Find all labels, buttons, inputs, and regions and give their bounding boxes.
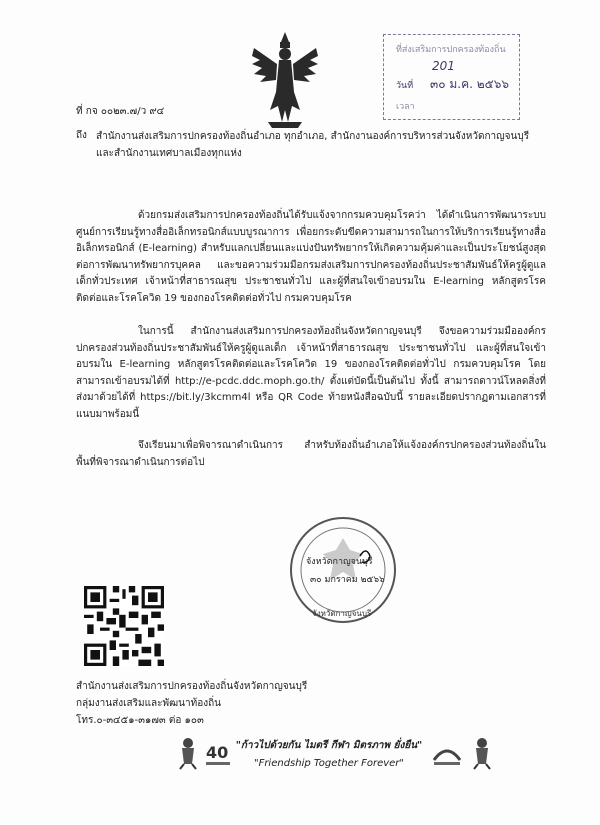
issuing-office [76,678,307,729]
stamp-date-value: ๓๐ ม.ค. ๒๕๖๖ [430,77,509,91]
office-line-1: สำนักงานส่งเสริมการปกครองท้องถิ่นจังหวัดกาญจนบุรี [76,681,308,692]
body-paragraph-2: ในการนี้ สำนักงานส่งเสริมการปกครองท้องถิ่นจังหวัดกาญจนบุรี จึงขอความร่วมมือองค์กรปกครองส่วนท้องถิ่นประชาสัมพันธ์ให้ครูผู้ดูแลเด็ก เจ้าหน้าที่สาธารณสุข ประชาชนทั่วไป และผู้ที่สนใจเข้าอบรมใน E-learning หลักสูตรโรคติดต่อและโรคโควิด 19 ของกองโรคติดต่อทั่วไป กรมควบคุมโรค โดยสามารถเข้าอบรมได้ที่ http://e-pcdc.ddc.moph.go.th/ ตั้งแต่บัดนี้เป็นต้นไป ทั้งนี้ สามารถดาวน์โหลดสิ่งที่ส่งมาด้วยได้ที่ https://bit.ly/3kcmm4l หรือ QR Code ท้ายหนังสือฉบับนี้ รายละเอียดปรากฏตามเอกสารที่แนบมาพร้อมนี้ [76,326,546,420]
slogan-thai: "ก้าวไปด้วยกัน ไมตรี กีฬา มิตรภาพ ยั่งยืน" [235,740,423,751]
official-seal [268,510,418,630]
stamp-agency: ที่ส่งเสริมการปกครองท้องถิ่น [396,45,506,55]
sports-logo-icon [430,740,464,768]
body-paragraph-1: ด้วยกรมส่งเสริมการปกครองท้องถิ่นได้รับแจ้งจากกรมควบคุมโรคว่า ได้ดำเนินการพัฒนาระบบศูนย์การเรียนรู้ทางสื่ออิเล็กทรอนิกส์แบบบูรณาการ เพื่อยกระดับขีดความสามารถในการให้บริการเรียนรู้ทางสื่ออิเล็กทรอนิกส์ (E-learning) สำหรับแลกเปลี่ยนและแบ่งปันทรัพยากรให้เกิดความคุ้มค่าและเป็นประโยชน์สูงสุดต่อการพัฒนาทรัพยากรบุคคล และขอความร่วมมือกรมส่งเสริมการปกครองท้องถิ่นประชาสัมพันธ์ให้ครูผู้ดูแลเด็กทั่วประเทศ เจ้าหน้าที่สาธารณสุข ประชาชนทั่วไป และผู้ที่สนใจเข้าอบรมใน E-learning หลักสูตรโรคติดต่อและโรคโควิด 19 ของกองโรคติดต่อทั่วไป กรมควบคุมโรค [76,210,546,304]
stamp-date-label: วันที่ [396,81,414,91]
qr-code[interactable] [84,586,164,666]
garuda-emblem-icon [250,30,320,130]
stamp-receive-number: 201 [432,59,455,73]
office-line-2: กลุ่มงานส่งเสริมและพัฒนาท้องถิ่น [76,698,221,709]
recipient-label: ถึง [76,130,87,141]
anniversary-40-logo-icon [204,738,232,768]
seal-text-1: จังหวัดกาญจนบุรี [306,557,373,567]
recipient-text: สำนักงานส่งเสริมการปกครองท้องถิ่นอำเภอ ทุกอำเภอ, สำนักงานองค์การบริหารส่วนจังหวัดกาญจนบุรี และสำนักงานเทศบาลเมืองทุกแห่ง [96,131,530,159]
office-line-3: โทร.๐-๓๔๕๑-๓๑๗๓ ต่อ ๑๐๓ [76,715,204,726]
stamp-time-label: เวลา [396,102,415,112]
seal-text-3: จังหวัดกาญจนบุรี [312,609,372,618]
mascot-logo-left-icon [176,736,200,770]
mascot-logo-right-icon [470,736,494,770]
document-number: ที่ กจ ๐๐๒๓.๗/ว ๙๔ [76,106,165,117]
svg-text:40: 40 [206,743,229,762]
seal-text-2: ๓๐ มกราคม ๒๕๖๖ [310,575,385,585]
slogan-english: "Friendship Together Forever" [253,758,405,769]
body-paragraph-3: จึงเรียนมาเพื่อพิจารณาดำเนินการ สำหรับท้องถิ่นอำเภอให้แจ้งองค์กรปกครองส่วนท้องถิ่นในพื้นที่พิจารณาดำเนินการต่อไป [76,440,546,468]
receipt-stamp [383,34,520,120]
